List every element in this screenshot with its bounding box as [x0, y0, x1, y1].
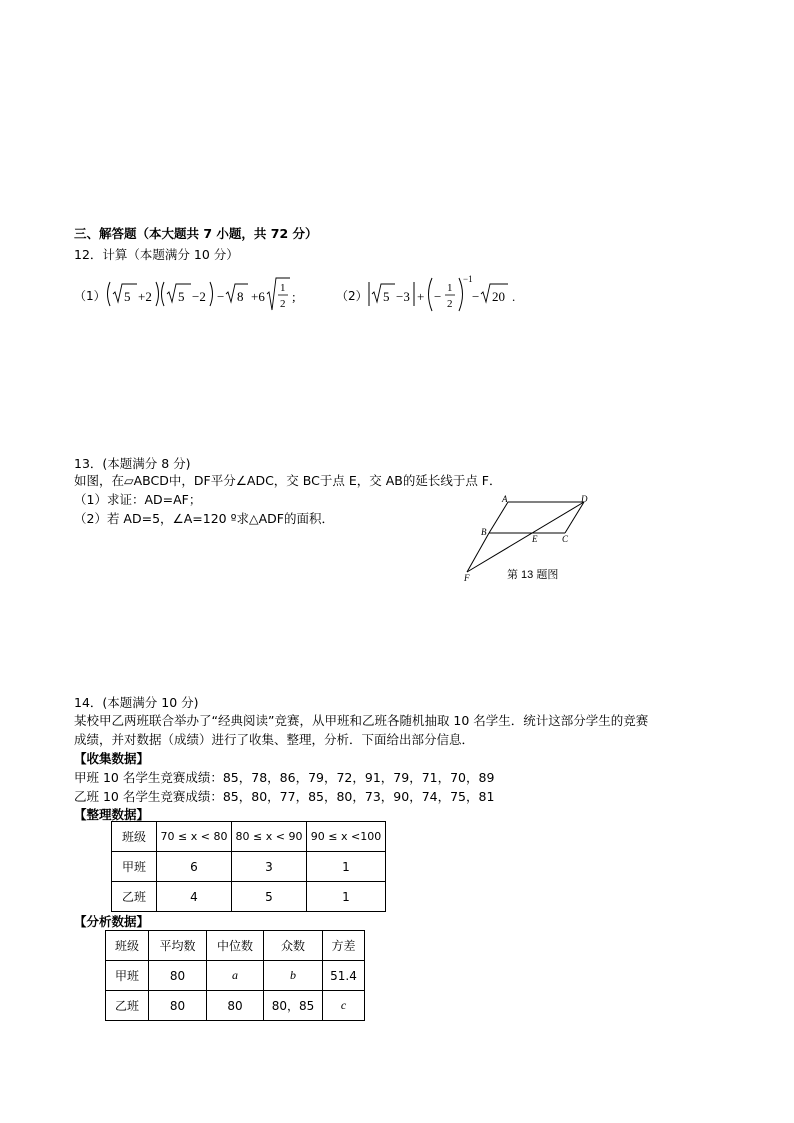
- point-label-d: D: [581, 494, 588, 504]
- table-header-row: [112, 822, 386, 852]
- q14-intro-line1: 某校甲乙两班联合举办了“经典阅读”竞赛，从甲班和乙班各随机抽取 10 名学生．统计这部分学生的竞赛: [74, 713, 649, 728]
- table-header-cell: 70 ≤ x < 80: [157, 822, 232, 852]
- q14-header: 14．(本题满分 10 分): [74, 695, 199, 710]
- table-cell: 甲班: [112, 852, 157, 882]
- svg-text:2: 2: [447, 298, 453, 310]
- table-header-cell: 80 ≤ x < 90: [232, 822, 307, 852]
- svg-text:+: +: [417, 289, 425, 304]
- table-cell: 80: [149, 961, 207, 991]
- table-header-cell: 班级: [112, 822, 157, 852]
- figure-caption: 第 13 题图: [507, 569, 559, 581]
- table-row: [112, 882, 386, 912]
- collect-data-title: 【收集数据】: [74, 751, 150, 766]
- q13-figure: [455, 492, 605, 587]
- q13-part2: （2）若 AD=5，∠A=120 º求△ADF的面积．: [74, 511, 334, 526]
- svg-text:5: 5: [178, 289, 185, 304]
- table-cell: 5: [232, 882, 307, 912]
- svg-text:.: .: [512, 289, 516, 304]
- table-cell: 甲班: [106, 961, 149, 991]
- point-label-e: E: [532, 534, 538, 544]
- svg-text:−3: −3: [396, 289, 410, 304]
- svg-text:−2: −2: [192, 289, 206, 304]
- table-cell: 6: [157, 852, 232, 882]
- svg-text:−: −: [217, 289, 225, 304]
- q12-part1-label: （1）: [74, 289, 106, 303]
- section-title: 三、解答题（本大题共 7 小题，共 72 分）: [74, 226, 318, 241]
- analyze-data-title: 【分析数据】: [74, 914, 150, 929]
- table-header-cell: 班级: [106, 931, 149, 961]
- table-cell: 51.4: [323, 961, 365, 991]
- organize-data-table: [111, 821, 386, 912]
- table-cell: b: [264, 961, 323, 991]
- point-label-b: B: [481, 527, 487, 537]
- point-label-c: C: [562, 534, 569, 544]
- table-cell: c: [323, 991, 365, 1021]
- q12-part2-expression: [366, 276, 516, 316]
- table-row: [106, 961, 365, 991]
- svg-text:−: −: [434, 289, 442, 304]
- svg-text:+2: +2: [138, 289, 152, 304]
- svg-text:5: 5: [383, 289, 390, 304]
- point-label-a: A: [502, 494, 508, 504]
- table-header-cell: 中位数: [207, 931, 264, 961]
- svg-text:2: 2: [280, 298, 286, 310]
- q13-header: 13．(本题满分 8 分): [74, 456, 191, 471]
- q12-header: 12．计算（本题满分 10 分）: [74, 247, 239, 262]
- q13-stem: 如图，在▱ABCD中，DF平分∠ADC，交 BC于点 E，交 AB的延长线于点 F．: [74, 473, 502, 488]
- svg-text:+6: +6: [251, 289, 265, 304]
- table-header-cell: 方差: [323, 931, 365, 961]
- svg-text:20: 20: [492, 289, 505, 304]
- q12-part1-expression: [104, 276, 294, 316]
- table-cell: 80: [207, 991, 264, 1021]
- svg-text:1: 1: [280, 282, 286, 294]
- point-label-f: F: [464, 573, 470, 583]
- table-row: [112, 852, 386, 882]
- table-header-cell: 众数: [264, 931, 323, 961]
- svg-text:−1: −1: [463, 274, 473, 284]
- svg-text:5: 5: [124, 289, 131, 304]
- table-cell: 80，85: [264, 991, 323, 1021]
- svg-text:;: ;: [292, 289, 296, 304]
- table-cell: 4: [157, 882, 232, 912]
- table-cell: 乙班: [112, 882, 157, 912]
- table-cell: 3: [232, 852, 307, 882]
- class-a-scores: 甲班 10 名学生竞赛成绩：85，78，86，79，72，91，79，71，70，89: [74, 770, 495, 785]
- q13-part1: （1）求证：AD=AF；: [74, 492, 202, 507]
- q12-part2-label: （2）: [336, 289, 368, 303]
- table-header-cell: 平均数: [149, 931, 207, 961]
- table-header-row: [106, 931, 365, 961]
- class-b-scores: 乙班 10 名学生竞赛成绩：85，80，77，85，80，73，90，74，75，81: [74, 789, 495, 804]
- analyze-data-table: [105, 930, 365, 1021]
- svg-text:−: −: [472, 289, 480, 304]
- table-row: [106, 991, 365, 1021]
- organize-data-title: 【整理数据】: [74, 807, 150, 822]
- table-header-cell: 90 ≤ x <100: [307, 822, 386, 852]
- q14-intro-line2: 成绩，并对数据（成绩）进行了收集、整理，分析．下面给出部分信息．: [74, 732, 475, 747]
- table-cell: 1: [307, 852, 386, 882]
- table-cell: 乙班: [106, 991, 149, 1021]
- svg-text:1: 1: [447, 282, 453, 294]
- table-cell: 1: [307, 882, 386, 912]
- svg-text:8: 8: [237, 289, 244, 304]
- table-cell: a: [207, 961, 264, 991]
- table-cell: 80: [149, 991, 207, 1021]
